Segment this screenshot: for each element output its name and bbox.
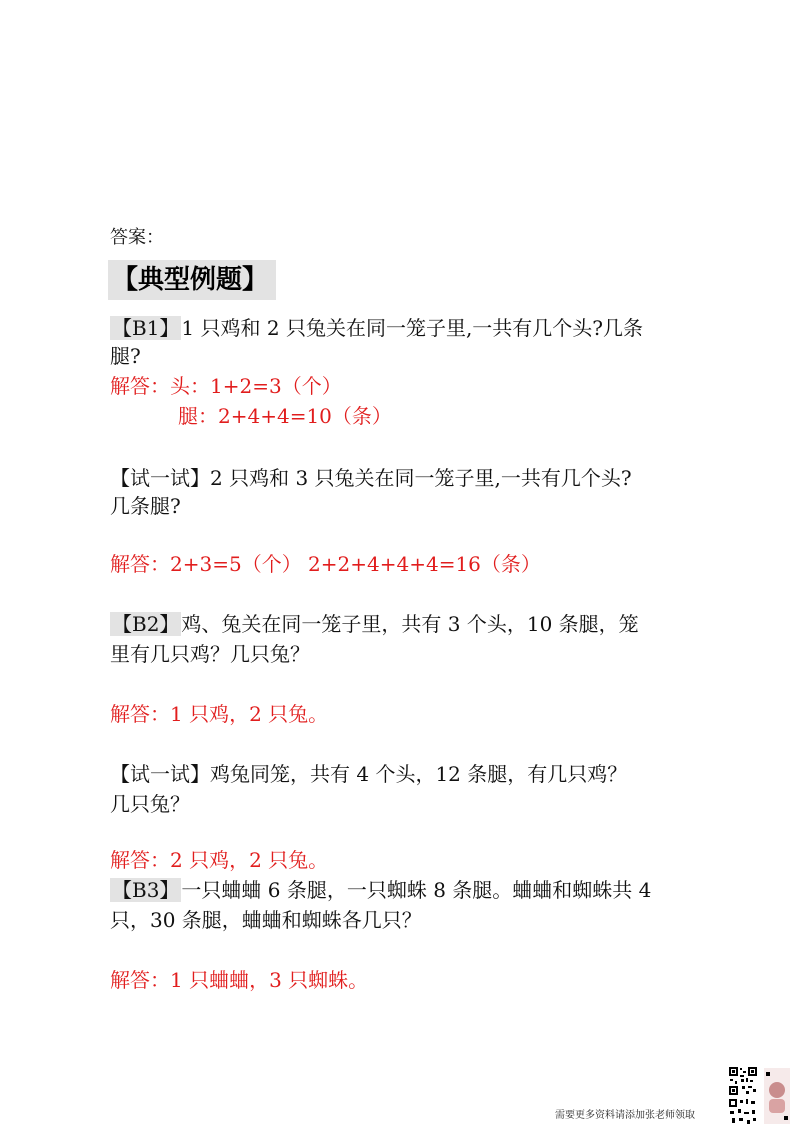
b2-tag: 【B2】 bbox=[112, 612, 180, 636]
section-title: 【典型例题】 bbox=[108, 260, 276, 300]
b2-question-text: 鸡、兔关在同一笼子里，共有 3 个头，10 条腿，笼 bbox=[181, 612, 639, 636]
b2-question-line2: 里有几只鸡？几只兔？ bbox=[110, 642, 310, 666]
try2-question-line1: 【试一试】鸡兔同笼，共有 4 个头，12 条腿，有几只鸡？ bbox=[110, 762, 628, 786]
try1-answer: 解答：2+3=5（个） 2+2+4+4+4=16（条） bbox=[110, 552, 541, 576]
b1-answer-line2: 腿：2+4+4=10（条） bbox=[178, 404, 392, 428]
footer-note: 需要更多资料请添加张老师领取 bbox=[555, 1110, 695, 1121]
try2-answer: 解答：2 只鸡，2 只兔。 bbox=[110, 848, 329, 872]
try2-question-line2: 几只兔？ bbox=[110, 792, 190, 816]
b3-question-line1 bbox=[110, 876, 651, 904]
answer-header: 答案： bbox=[110, 227, 164, 248]
qr-code-block bbox=[728, 1066, 790, 1126]
try1-question-line2: 几条腿? bbox=[110, 494, 181, 518]
b1-question-line2: 腿? bbox=[110, 344, 141, 368]
b3-answer: 解答：1 只蛐蛐，3 只蜘蛛。 bbox=[110, 968, 369, 992]
try1-question-line1: 【试一试】2 只鸡和 3 只兔关在同一笼子里,一共有几个头? bbox=[110, 466, 632, 490]
b1-question-text: 1 只鸡和 2 只兔关在同一笼子里,一共有几个头?几条 bbox=[181, 316, 644, 340]
teacher-avatar-icon bbox=[764, 1068, 790, 1124]
qr-code-icon bbox=[728, 1066, 758, 1096]
b2-answer: 解答：1 只鸡，2 只兔。 bbox=[110, 702, 329, 726]
qr-code-icon bbox=[728, 1098, 758, 1126]
b3-question-line2: 只，30 条腿，蛐蛐和蜘蛛各几只？ bbox=[110, 908, 422, 932]
b1-answer-line1: 解答：头：1+2=3（个） bbox=[110, 374, 342, 398]
b3-tag: 【B3】 bbox=[112, 878, 180, 902]
b1-tag: 【B1】 bbox=[112, 316, 180, 340]
b1-question-line1 bbox=[110, 314, 643, 342]
b3-question-text: 一只蛐蛐 6 条腿，一只蜘蛛 8 条腿。蛐蛐和蜘蛛共 4 bbox=[181, 878, 652, 902]
b2-question-line1 bbox=[110, 610, 639, 638]
